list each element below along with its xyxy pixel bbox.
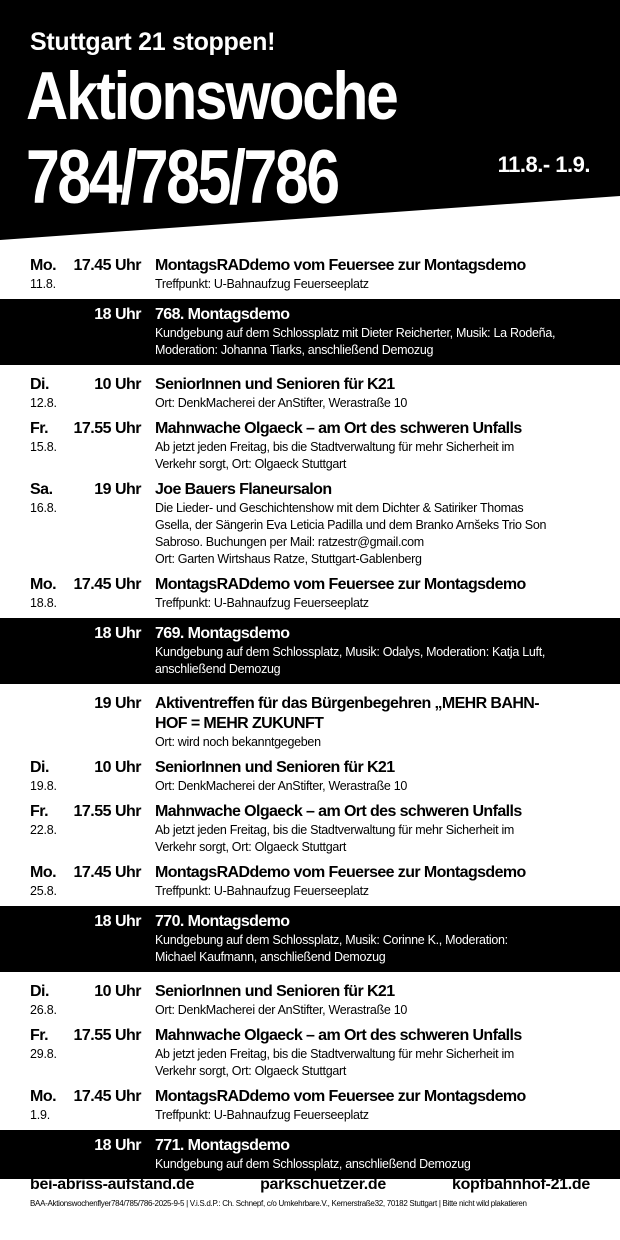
- event-title: 771. Montagsdemo: [155, 1137, 290, 1154]
- imprint: BAA-Aktionswochenflyer784/785/786-2025-9-5 | V.i.S.d.P.: Ch. Schnepf, c/o Umkehrbare.V., Kernerstraße32, 70182 Stuttgart | Bitte nicht wild plakatieren: [30, 1199, 527, 1208]
- event-time: 17.55 Uhr: [73, 803, 141, 820]
- event-when: [30, 1026, 155, 1080]
- event-details: [155, 802, 590, 856]
- event-description: Ort: DenkMacherei der AnStifter, Werastraße 10: [155, 779, 408, 793]
- event-date: 11.8.: [30, 277, 56, 291]
- event-details: [155, 758, 590, 795]
- date-range: 11.8.- 1.9.: [497, 152, 590, 177]
- event-description: Treffpunkt: U-Bahnaufzug Feuerseeplatz: [155, 1108, 369, 1122]
- event-title: Mahnwache Olgaeck – am Ort des schweren Unfalls: [155, 803, 522, 820]
- event-time: 18 Uhr: [94, 306, 141, 323]
- event-row: [0, 1022, 620, 1083]
- event-day: Di.: [30, 759, 49, 776]
- event-title: Mahnwache Olgaeck – am Ort des schweren Unfalls: [155, 420, 522, 437]
- event-time: 17.45 Uhr: [73, 864, 141, 881]
- event-title: MontagsRADdemo vom Feuersee zur Montagsdemo: [155, 576, 526, 593]
- event-description: Treffpunkt: U-Bahnaufzug Feuerseeplatz: [155, 277, 369, 291]
- event-title: SeniorInnen und Senioren für K21: [155, 376, 395, 393]
- event-description: Kundgebung auf dem Schlossplatz, Musik: Odalys, Moderation: Katja Luft,: [155, 645, 546, 659]
- event-date: 29.8.: [30, 1047, 57, 1061]
- event-time: 19 Uhr: [94, 695, 141, 712]
- event-details: [155, 419, 590, 473]
- event-when: [30, 1087, 155, 1124]
- footer-links: [30, 1176, 590, 1194]
- event-time: 17.55 Uhr: [73, 420, 141, 437]
- event-description: Michael Kaufmann, anschließend Demozug: [155, 950, 386, 964]
- event-description: Ab jetzt jeden Freitag, bis die Stadtverwaltung für mehr Sicherheit im: [155, 823, 515, 837]
- event-row: [0, 252, 620, 296]
- event-details: [155, 982, 590, 1019]
- link-bei-abriss-aufstand[interactable]: bei-abriss-aufstand.de: [30, 1176, 195, 1193]
- event-description: Ort: DenkMacherei der AnStifter, Werastraße 10: [155, 396, 408, 410]
- event-time: 18 Uhr: [94, 625, 141, 642]
- event-details: [155, 575, 590, 612]
- event-when: [30, 375, 155, 412]
- event-title-cont: HOF = MEHR ZUKUNFT: [155, 715, 324, 732]
- event-title: SeniorInnen und Senioren für K21: [155, 759, 395, 776]
- event-description: Verkehr sorgt, Ort: Olgaeck Stuttgart: [155, 1064, 347, 1078]
- event-title: SeniorInnen und Senioren für K21: [155, 983, 395, 1000]
- event-row-highlight: [0, 299, 620, 365]
- event-time: 17.55 Uhr: [73, 1027, 141, 1044]
- event-description: Kundgebung auf dem Schlossplatz mit Dieter Reicherter, Musik: La Rodeña,: [155, 326, 556, 340]
- event-time: 18 Uhr: [94, 913, 141, 930]
- event-date: 1.9.: [30, 1108, 51, 1122]
- event-time: 17.45 Uhr: [73, 257, 141, 274]
- event-row: [0, 371, 620, 415]
- event-day: Mo.: [30, 1088, 57, 1105]
- event-row: [0, 476, 620, 571]
- event-details: [155, 480, 590, 568]
- event-details: [155, 863, 590, 900]
- event-description: Verkehr sorgt, Ort: Olgaeck Stuttgart: [155, 840, 347, 854]
- event-when: [30, 912, 155, 966]
- event-description: anschließend Demozug: [155, 662, 281, 676]
- event-title: 768. Montagsdemo: [155, 306, 290, 323]
- event-when: [30, 305, 155, 359]
- event-time: 10 Uhr: [94, 759, 141, 776]
- link-parkschuetzer[interactable]: parkschuetzer.de: [260, 1176, 387, 1193]
- event-time: 10 Uhr: [94, 376, 141, 393]
- event-description: Ort: Garten Wirtshaus Ratze, Stuttgart-Gablenberg: [155, 552, 422, 566]
- event-when: [30, 758, 155, 795]
- event-title: MontagsRADdemo vom Feuersee zur Montagsdemo: [155, 864, 526, 881]
- event-details: [155, 375, 590, 412]
- event-row-highlight: [0, 906, 620, 972]
- event-description: Treffpunkt: U-Bahnaufzug Feuerseeplatz: [155, 884, 369, 898]
- event-details: [155, 256, 590, 293]
- event-date: 12.8.: [30, 396, 57, 410]
- event-row: [0, 754, 620, 798]
- event-when: [30, 575, 155, 612]
- event-date: 18.8.: [30, 596, 57, 610]
- event-details: [155, 1026, 590, 1080]
- event-details: [155, 624, 590, 678]
- event-description: Ort: wird noch bekanntgegeben: [155, 735, 321, 749]
- event-row: [0, 415, 620, 476]
- event-row: [0, 978, 620, 1022]
- event-title: Mahnwache Olgaeck – am Ort des schweren Unfalls: [155, 1027, 522, 1044]
- header-banner: [0, 0, 620, 245]
- event-when: [30, 982, 155, 1019]
- event-description: Treffpunkt: U-Bahnaufzug Feuerseeplatz: [155, 596, 369, 610]
- page-title: Aktionswoche: [26, 58, 397, 134]
- event-title: MontagsRADdemo vom Feuersee zur Montagsdemo: [155, 1088, 526, 1105]
- event-time: 17.45 Uhr: [73, 1088, 141, 1105]
- event-row: [0, 798, 620, 859]
- event-time: 19 Uhr: [94, 481, 141, 498]
- event-when: [30, 694, 155, 751]
- event-title: Aktiventreffen für das Bürgenbegehren „MEHR BAHN-: [155, 695, 539, 712]
- event-title: 770. Montagsdemo: [155, 913, 290, 930]
- event-day: Mo.: [30, 257, 57, 274]
- event-date: 26.8.: [30, 1003, 57, 1017]
- event-when: [30, 256, 155, 293]
- event-title: Joe Bauers Flaneursalon: [155, 481, 332, 498]
- event-description: Ab jetzt jeden Freitag, bis die Stadtverwaltung für mehr Sicherheit im: [155, 1047, 515, 1061]
- event-title: MontagsRADdemo vom Feuersee zur Montagsdemo: [155, 257, 526, 274]
- event-row: [0, 571, 620, 615]
- event-day: Mo.: [30, 576, 57, 593]
- event-row-highlight: [0, 618, 620, 684]
- header-kicker: Stuttgart 21 stoppen!: [30, 28, 276, 56]
- event-description: Ort: DenkMacherei der AnStifter, Werastraße 10: [155, 1003, 408, 1017]
- event-day: Di.: [30, 376, 49, 393]
- event-date: 22.8.: [30, 823, 57, 837]
- event-time: 10 Uhr: [94, 983, 141, 1000]
- event-title: 769. Montagsdemo: [155, 625, 290, 642]
- event-row: [0, 859, 620, 903]
- event-description: Verkehr sorgt, Ort: Olgaeck Stuttgart: [155, 457, 347, 471]
- event-date: 15.8.: [30, 440, 57, 454]
- event-day: Fr.: [30, 803, 49, 820]
- event-details: [155, 1136, 590, 1173]
- event-row: [0, 1083, 620, 1127]
- event-list: [0, 252, 620, 1185]
- event-details: [155, 1087, 590, 1124]
- event-description: Ab jetzt jeden Freitag, bis die Stadtverwaltung für mehr Sicherheit im: [155, 440, 515, 454]
- event-description: Kundgebung auf dem Schlossplatz, Musik: Corinne K., Moderation:: [155, 933, 508, 947]
- event-description: Moderation: Johanna Tiarks, anschließend Demozug: [155, 343, 434, 357]
- event-day: Sa.: [30, 481, 53, 498]
- event-time: 18 Uhr: [94, 1137, 141, 1154]
- event-day: Fr.: [30, 1027, 49, 1044]
- link-kopfbahnhof-21[interactable]: kopfbahnhof-21.de: [451, 1176, 590, 1193]
- event-when: [30, 624, 155, 678]
- event-when: [30, 480, 155, 568]
- event-description: Die Lieder- und Geschichtenshow mit dem Dichter & Satiriker Thomas: [155, 501, 524, 515]
- event-day: Di.: [30, 983, 49, 1000]
- event-when: [30, 419, 155, 473]
- event-date: 25.8.: [30, 884, 57, 898]
- event-row-highlight: [0, 1130, 620, 1179]
- event-time: 17.45 Uhr: [73, 576, 141, 593]
- event-when: [30, 802, 155, 856]
- event-details: [155, 305, 590, 359]
- event-day: Mo.: [30, 864, 57, 881]
- event-when: [30, 863, 155, 900]
- footer: [0, 1176, 620, 1208]
- event-day: Fr.: [30, 420, 49, 437]
- event-description: Kundgebung auf dem Schlossplatz, anschließend Demozug: [155, 1157, 471, 1171]
- event-description: Sabroso. Buchungen per Mail: ratzestr@gmail.com: [155, 535, 424, 549]
- event-details: [155, 694, 590, 751]
- event-description: Gsella, der Sängerin Eva Leticia Padilla und dem Branko Arnšeks Trio Son: [155, 518, 547, 532]
- event-when: [30, 1136, 155, 1173]
- event-date: 19.8.: [30, 779, 57, 793]
- event-date: 16.8.: [30, 501, 57, 515]
- demo-numbers: 784/785/786: [26, 135, 338, 220]
- event-row: [0, 690, 620, 754]
- event-details: [155, 912, 590, 966]
